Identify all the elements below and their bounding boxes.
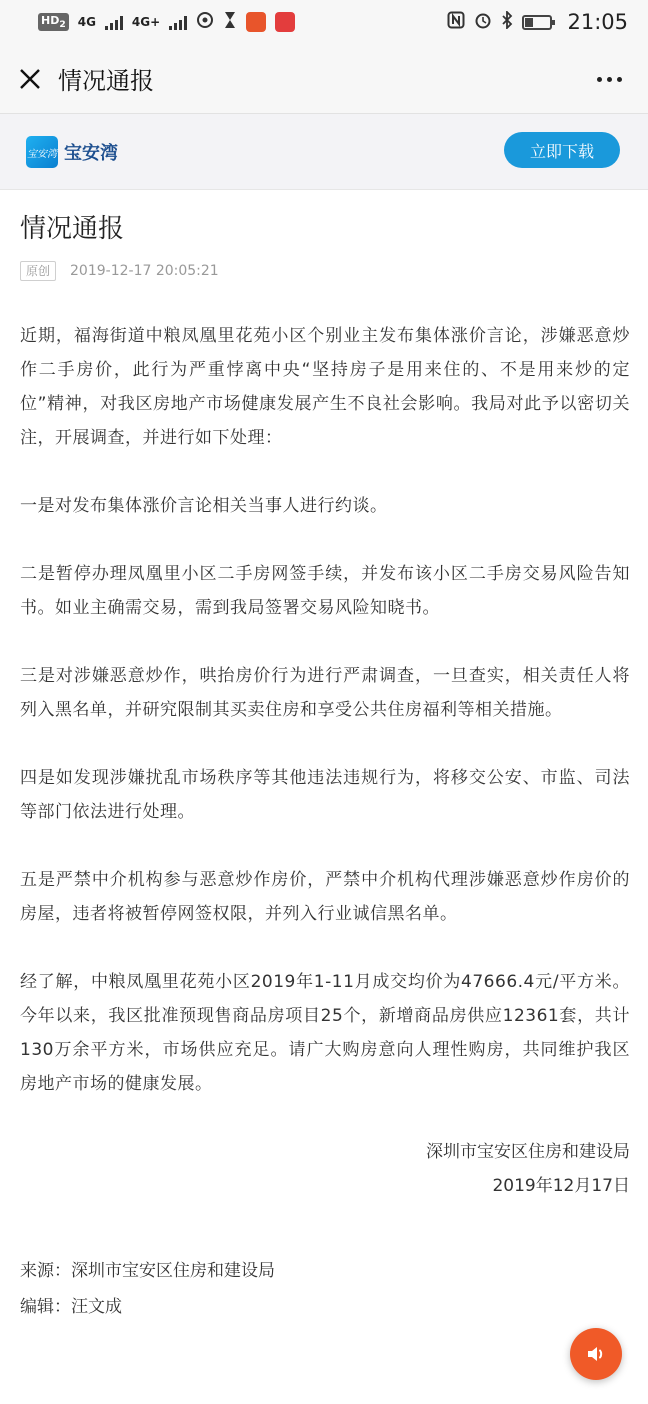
paragraph: 三是对涉嫌恶意炒作，哄抬房价行为进行严肃调查，一旦查实，相关责任人将列入黑名单，并研究限制其买卖住房和享受公共住房福利等相关措施。 xyxy=(20,666,630,720)
bluetooth-icon xyxy=(501,11,513,33)
paragraph: 二是暂停办理凤凰里小区二手房网签手续，并发布该小区二手房交易风险告知书。如业主确需交易，需到我局签署交易风险知晓书。 xyxy=(20,564,630,618)
battery-icon xyxy=(522,15,552,30)
audio-play-button[interactable] xyxy=(570,1328,622,1380)
signature-org: 深圳市宝安区住房和建设局 xyxy=(426,1142,630,1162)
status-bar xyxy=(0,0,648,44)
article-footer xyxy=(20,1253,630,1325)
status-bar-left xyxy=(38,11,295,33)
nfc-icon xyxy=(447,11,465,33)
publish-time: 2019-12-17 20:05:21 xyxy=(70,263,219,279)
signature xyxy=(20,1135,630,1203)
signal-2-label: 4G+ xyxy=(131,15,161,29)
download-button[interactable]: 立即下载 xyxy=(504,132,620,168)
hourglass-icon xyxy=(223,11,237,33)
signal-1-label: 4G xyxy=(77,15,96,29)
hd-indicator: $HD_2$ xyxy=(38,13,69,31)
clock-time: 21:05 xyxy=(567,10,628,34)
more-options-button[interactable] xyxy=(592,66,626,92)
signal-2-bars-icon xyxy=(169,14,187,30)
original-tag: 原创 xyxy=(20,261,56,281)
paragraph: 一是对发布集体涨价言论相关当事人进行约谈。 xyxy=(20,496,388,516)
signal-1-bars-icon xyxy=(105,14,123,30)
alarm-icon xyxy=(474,11,492,33)
speaker-icon xyxy=(584,1342,608,1366)
more-dots-icon xyxy=(617,77,622,82)
app-download-banner xyxy=(0,114,648,190)
hotspot-icon xyxy=(196,11,214,33)
article-title: 情况通报 xyxy=(20,214,125,244)
paragraph: 近期，福海街道中粮凤凰里花苑小区个别业主发布集体涨价言论，涉嫌恶意炒作二手房价，此行为严重悖离中央“坚持房子是用来住的、不是用来炒的定位”精神，对我区房地产市场健康发展产生不良社会影响。我局对此予以密切关注，开展调查，并进行如下处理： xyxy=(20,326,630,448)
page-title: 情况通报 xyxy=(58,67,154,95)
close-button[interactable] xyxy=(2,44,58,114)
paragraph: 五是严禁中介机构参与恶意炒作房价，严禁中介机构代理涉嫌恶意炒作房价的房屋，违者将被暂停网签权限，并列入行业诚信黑名单。 xyxy=(20,870,630,924)
source-line: 来源：深圳市宝安区住房和建设局 xyxy=(20,1261,275,1281)
netease-music-icon xyxy=(275,12,295,32)
close-icon xyxy=(19,68,41,90)
title-bar xyxy=(0,44,648,114)
status-bar-right xyxy=(447,10,628,34)
brand-name: 宝安湾 xyxy=(64,143,118,164)
more-dots-icon xyxy=(597,77,602,82)
article xyxy=(20,190,630,1325)
article-meta xyxy=(20,261,630,281)
more-dots-icon xyxy=(607,77,612,82)
signature-date: 2019年12月17日 xyxy=(492,1176,630,1196)
article-body xyxy=(20,319,630,1101)
paragraph: 经了解，中粮凤凰里花苑小区2019年1-11月成交均价为47666.4元/平方米。今年以来，我区批准预现售商品房项目25个，新增商品房供应12361套，共计130万余平方米，市场供应充足。请广大购房意向人理性购房，共同维护我区房地产市场的健康发展。 xyxy=(20,972,630,1094)
editor-line: 编辑：汪文成 xyxy=(20,1297,122,1317)
brand-logo-icon: 宝安湾 xyxy=(26,136,58,168)
brand xyxy=(26,136,118,168)
paragraph: 四是如发现涉嫌扰乱市场秩序等其他违法违规行为，将移交公安、市监、司法等部门依法进行处理。 xyxy=(20,768,630,822)
app-notification-icon xyxy=(246,12,266,32)
